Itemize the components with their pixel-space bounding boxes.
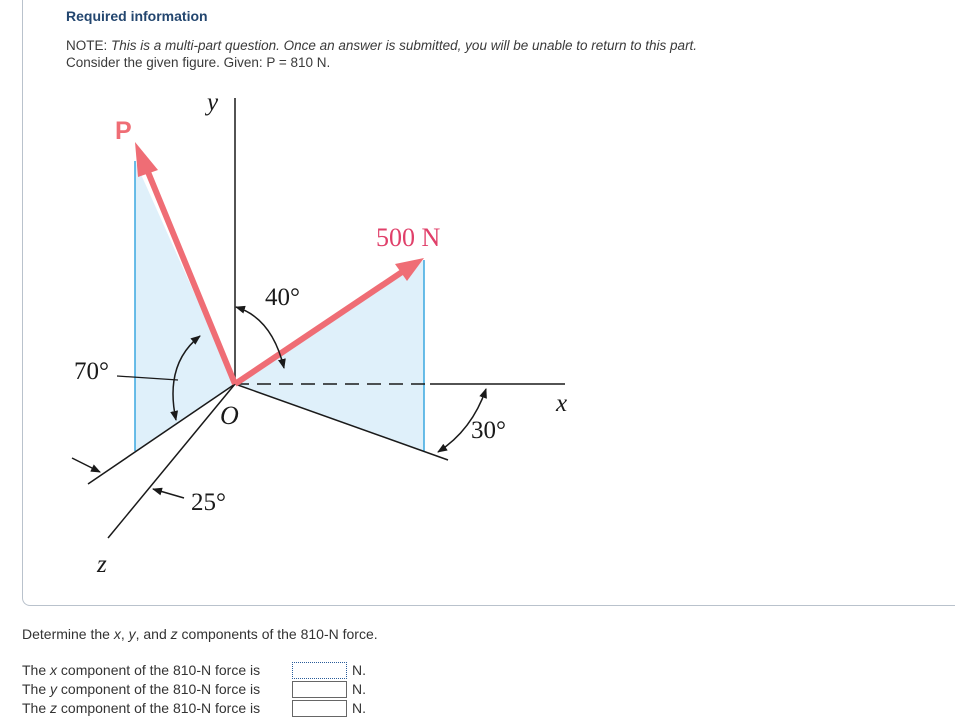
answer-label-z — [22, 699, 291, 718]
origin-label: O — [220, 401, 239, 430]
angle-40-label: 40° — [265, 284, 300, 311]
question-suffix: components of the 810-N force. — [177, 626, 378, 642]
question-sep-1: , — [120, 626, 129, 642]
x-component-input[interactable] — [292, 662, 347, 679]
question-z: z — [170, 626, 178, 642]
note-block — [66, 37, 697, 71]
answer-label-y-pre: The — [22, 681, 51, 697]
angle-25-arrow — [153, 489, 184, 498]
answer-label-y-axis: y — [50, 681, 58, 697]
answer-unit-z: N. — [352, 700, 366, 716]
angle-25-label: 25° — [191, 489, 226, 516]
question-text — [22, 626, 378, 642]
angle-70-label: 70° — [74, 358, 109, 385]
plane-500 — [235, 260, 424, 452]
question-y: y — [128, 626, 136, 642]
answer-label-x-pre: The — [22, 662, 51, 678]
required-information-title: Required information — [66, 8, 208, 24]
answer-row-x — [22, 661, 366, 680]
note-line-2: Consider the given figure. Given: P = 810 N. — [66, 55, 331, 70]
answer-row-z — [22, 699, 366, 718]
force-diagram — [60, 86, 580, 586]
question-sep-2: , and — [135, 626, 171, 642]
note-line-1 — [66, 37, 697, 54]
z-component-input[interactable] — [292, 700, 347, 717]
note-italic-text: This is a multi-part question. Once an answer is submitted, you will be unable to return to this part. — [111, 38, 698, 53]
y-axis-label: y — [207, 89, 219, 116]
answer-label-x — [22, 661, 291, 680]
answer-label-y-post: component of the 810-N force is — [57, 681, 261, 697]
answer-label-x-post: component of the 810-N force is — [57, 662, 261, 678]
base-arrow — [72, 458, 100, 472]
answer-unit-y: N. — [352, 681, 366, 697]
question-x: x — [113, 626, 121, 642]
answer-label-z-pre: The — [22, 700, 51, 716]
angle-30-label: 30° — [471, 417, 506, 444]
answer-label-y — [22, 680, 291, 699]
answer-label-z-axis: z — [50, 700, 58, 716]
answer-label-x-axis: x — [50, 662, 58, 678]
y-component-input[interactable] — [292, 681, 347, 698]
answer-unit-x: N. — [352, 662, 366, 678]
z-axis-label: z — [97, 551, 107, 578]
x-axis-label: x — [556, 390, 568, 417]
force-p-arrowhead — [135, 142, 158, 177]
force-p-label: P — [115, 117, 132, 145]
question-prefix: Determine the — [22, 626, 114, 642]
answer-label-z-post: component of the 810-N force is — [57, 700, 261, 716]
force-500-label: 500 N — [376, 223, 441, 252]
answer-row-y — [22, 680, 366, 699]
note-prefix: NOTE: — [66, 38, 108, 53]
